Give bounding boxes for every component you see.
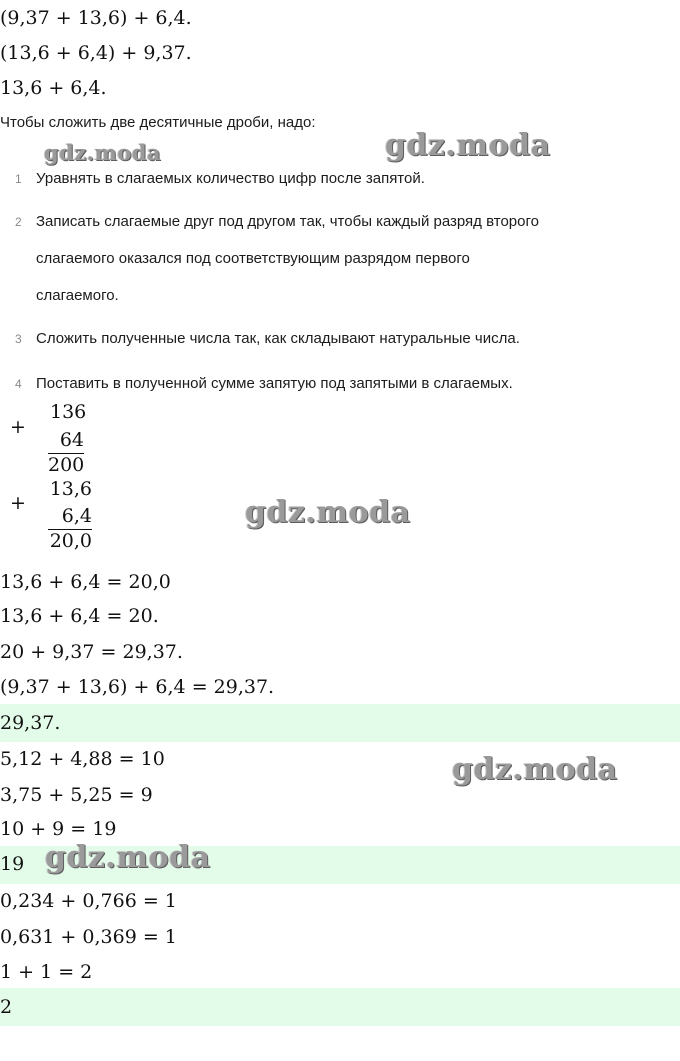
calc-line: (9,37 + 13,6) + 6,4 = 29,37. xyxy=(0,676,275,698)
expression-line-3: 13,6 + 6,4. xyxy=(0,77,107,99)
expression-line-2: (13,6 + 6,4) + 9,37. xyxy=(0,42,192,64)
calc-line: 13,6 + 6,4 = 20. xyxy=(0,605,159,627)
addend-top: 13,6 xyxy=(49,478,92,500)
calc-line: 0,234 + 0,766 = 1 xyxy=(0,890,177,912)
watermark-logo: gdz.moda xyxy=(452,752,618,787)
answer-band xyxy=(0,988,680,1026)
watermark-logo: gdz.moda xyxy=(44,140,162,165)
answer: 19 xyxy=(0,853,25,875)
watermark-logo: gdz.moda xyxy=(45,840,211,875)
calc-line: 3,75 + 5,25 = 9 xyxy=(0,784,153,806)
step-text: Записать слагаемые друг под другом так, чтобы каждый разряд второго xyxy=(36,213,539,230)
step-number: 2 xyxy=(15,215,22,229)
addend-bottom: 6,4 xyxy=(61,505,92,527)
step-text: Сложить полученные числа так, как складывают натуральные числа. xyxy=(36,330,520,347)
calc-line: 1 + 1 = 2 xyxy=(0,961,93,983)
step-text: слагаемого оказался под соответствующим разрядом первого xyxy=(36,250,470,267)
watermark-logo: gdz.moda xyxy=(245,495,411,530)
calc-line: 5,12 + 4,88 = 10 xyxy=(0,748,165,770)
step-number: 4 xyxy=(15,377,22,391)
watermark-logo: gdz.moda xyxy=(385,128,551,163)
step-text: слагаемого. xyxy=(36,287,119,304)
step-number: 1 xyxy=(15,172,22,186)
rule-intro: Чтобы сложить две десятичные дроби, надо: xyxy=(0,114,316,131)
step-text: Уравнять в слагаемых количество цифр после запятой. xyxy=(36,170,425,187)
calc-line: 10 + 9 = 19 xyxy=(0,818,117,840)
calc-line: 20 + 9,37 = 29,37. xyxy=(0,641,183,663)
answer: 2 xyxy=(0,996,13,1018)
plus-sign: + xyxy=(10,492,26,514)
column-sum: 20,0 xyxy=(49,530,92,552)
calc-line: 13,6 + 6,4 = 20,0 xyxy=(0,571,171,593)
step-text: Поставить в полученной сумме запятую под запятыми в слагаемых. xyxy=(36,375,513,392)
step-number: 3 xyxy=(15,332,22,346)
calc-line: 0,631 + 0,369 = 1 xyxy=(0,926,177,948)
answer-band xyxy=(0,704,680,742)
column-sum: 200 xyxy=(48,454,85,476)
addend-bottom: 64 xyxy=(59,429,84,451)
answer: 29,37. xyxy=(0,712,61,734)
addend-top: 136 xyxy=(50,401,87,423)
plus-sign: + xyxy=(10,416,26,438)
expression-line-1: (9,37 + 13,6) + 6,4. xyxy=(0,7,192,29)
